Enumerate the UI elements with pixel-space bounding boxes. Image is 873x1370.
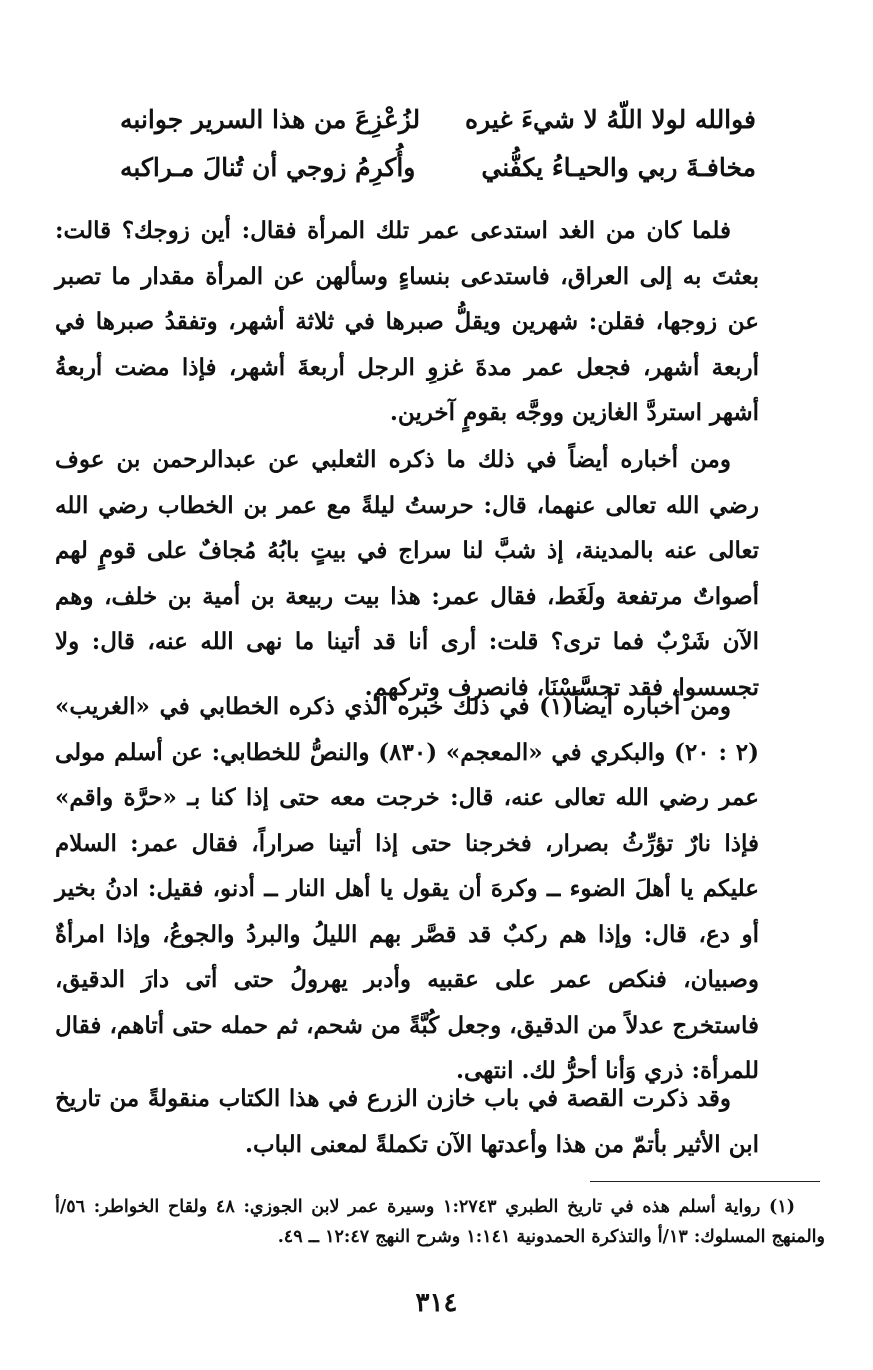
paragraph (55, 208, 759, 436)
paragraph (55, 1076, 759, 1167)
poem-hemistich-left: لزُعْزِعَ من هذا السرير جوانبه (120, 105, 421, 134)
poem-hemistich-left: وأُكرِمُ زوجي أن تُنالَ مـراكبه (120, 153, 416, 182)
paragraph (55, 684, 759, 1094)
poem-line (120, 144, 756, 192)
paragraph-text: ومن أخباره أيضاً(١) في ذلك خبره الذي ذكره الخطابي في «الغريب» (٢ : ٢٠) والبكري في «المعجم» (٨٣٠) والنصُّ للخطابي: عن أسلم مولى عمر رضي الله تعالى عنه، قال: خرجت معه حتى إذا كنا بـ «حرَّة واقم» فإذا نارٌ تؤرِّثُ بصرار، فخرجنا حتى إذا أتينا صراراً، فقال عمر: السلام عليكم يا أهلَ الضوء ــ وكرهَ أن يقول يا أهل النار ــ أدنو، فقيل: ادنُ بخير أو دع، قال: وإذا هم ركبٌ قد قصَّر بهم الليلُ والبردُ والجوعُ، وإذا امرأةٌ وصبيان، فنكص عمر على عقبيه وأدبر يهرولُ حتى أتى دارَ الدقيق، فاستخرج عدلاً من الدقيق، وجعل كُبَّةً من شحم، ثم حمله حتى أتاهم، فقال للمرأة: ذري وَأنا أحرُّ لك. انتهى. (55, 693, 759, 1084)
page-number: ٣١٤ (415, 1288, 458, 1318)
paragraph-text: فلما كان من الغد استدعى عمر تلك المرأة فقال: أين زوجك؟ قالت: بعثتَ به إلى العراق، فاستدعى بنساءٍ وسألهن عن المرأة مقدار ما تصبر عن زوجها، فقلن: شهرين ويقلُّ صبرها في ثلاثة أشهر، وتفقدُ صبرها في أربعة أشهر، فجعل عمر مدةَ غزوِ الرجل أربعةَ أشهر، فإذا مضت أربعةُ أشهر استردَّ الغازين ووجَّه بقومٍ آخرين. (55, 217, 759, 426)
poem-hemistich-right: مخافـةَ ربي والحيـاءُ يكفُّني (481, 153, 756, 182)
footnote-divider (590, 1181, 820, 1182)
footnote-text: (١) رواية أسلم هذه في تاريخ الطبري ١:٢٧٤٣ وسيرة عمر لابن الجوزي: ٤٨ ولقاح الخواطر: ٥٦/أ والمنهج المسلوك: ١٣/أ والتذكرة الحمدونية ١:١٤١ وشرح النهج ١٢:٤٧ ــ ٤٩. (55, 1197, 825, 1247)
paragraph (55, 437, 759, 710)
paragraph-text: وقد ذكرت القصة في باب خازن الزرع في هذا الكتاب منقولةً من تاريخ ابن الأثير بأتمّ من هذا وأعدتها الآن تكملةً لمعنى الباب. (55, 1085, 759, 1158)
poem-block (120, 96, 756, 192)
poem-line (120, 96, 756, 144)
footnote (55, 1192, 825, 1252)
poem-hemistich-right: فوالله لولا اللّهُ لا شيءَ غيره (465, 105, 756, 134)
paragraph-text: ومن أخباره أيضاً في ذلك ما ذكره الثعلبي عن عبدالرحمن بن عوف رضي الله تعالى عنهما، قال: حرستُ ليلةً مع عمر بن الخطاب رضي الله تعالى عنه بالمدينة، إذ شبَّ لنا سراج في بيتٍ بابُهُ مُجافٌ على قومٍ لهم أصواتٌ مرتفعة ولَغَط، فقال عمر: هذا بيت ربيعة بن أمية بن خلف، وهم الآن شَرْبٌ فما ترى؟ قلت: أرى أنا قد أتينا ما نهى الله عنه، قال: ولا تجسسوا، فقد تجسَّسْنَا، فانصرف وتركهم. (55, 446, 759, 701)
